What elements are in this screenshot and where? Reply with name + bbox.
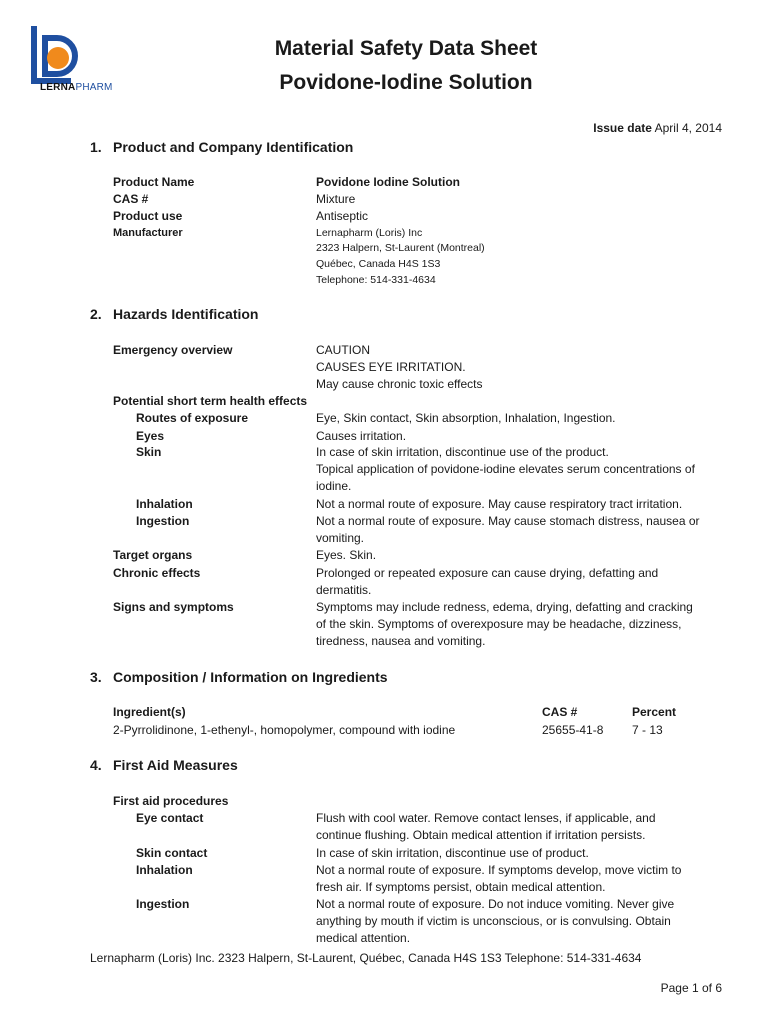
skin-line: iodine. <box>316 479 352 493</box>
signs-line: tiredness, nausea and vomiting. <box>316 634 486 648</box>
manufacturer-line: Lernapharm (Loris) Inc <box>316 227 423 239</box>
first-aid-ingestion-line: medical attention. <box>316 931 411 945</box>
manufacturer-label: Manufacturer <box>113 227 183 239</box>
eyes-value: Causes irritation. <box>316 429 407 443</box>
first-aid-inhalation-line: Not a normal route of exposure. If symptoms develop, move victim to <box>316 863 682 877</box>
first-aid-ingestion-line: Not a normal route of exposure. Do not induce vomiting. Never give <box>316 897 675 911</box>
chronic-line: Prolonged or repeated exposure can cause drying, defatting and <box>316 566 659 580</box>
first-aid-ingestion-line: anything by mouth if victim is unconscious, or is convulsing. Obtain <box>316 914 671 928</box>
column-header-percent: Percent <box>632 705 677 719</box>
issue-date-value: April 4, 2014 <box>654 121 722 135</box>
skin-label: Skin <box>136 445 162 459</box>
target-organs-value: Eyes. Skin. <box>316 548 377 562</box>
logo-brand-light: PHARM <box>75 82 113 93</box>
document-subtitle: Povidone-Iodine Solution <box>279 71 533 94</box>
issue-date <box>593 121 722 135</box>
section-4-heading: 4. First Aid Measures <box>90 757 238 773</box>
signs-label: Signs and symptoms <box>113 600 234 614</box>
manufacturer-line: Québec, Canada H4S 1S3 <box>316 258 441 270</box>
first-aid-ingestion-label: Ingestion <box>136 897 190 911</box>
emergency-line: May cause chronic toxic effects <box>316 377 483 391</box>
inhalation-value: Not a normal route of exposure. May cause respiratory tract irritation. <box>316 497 683 511</box>
manufacturer-line: Telephone: 514-331-4634 <box>316 274 436 286</box>
product-use-label: Product use <box>113 209 183 223</box>
ingestion-label: Ingestion <box>136 514 190 528</box>
product-name-label: Product Name <box>113 175 195 189</box>
column-header-cas: CAS # <box>542 705 578 719</box>
ingredient-percent: 7 - 13 <box>632 723 663 737</box>
signs-line: Symptoms may include redness, edema, drying, defatting and cracking <box>316 600 693 614</box>
skin-contact-label: Skin contact <box>136 846 208 860</box>
ingestion-line: Not a normal route of exposure. May cause stomach distress, nausea or <box>316 514 700 528</box>
section-3-heading: 3. Composition / Information on Ingredients <box>90 669 388 685</box>
ingestion-line: vomiting. <box>316 531 365 545</box>
eye-contact-label: Eye contact <box>136 811 204 825</box>
skin-line: In case of skin irritation, discontinue use of the product. <box>316 445 609 459</box>
eye-contact-line: Flush with cool water. Remove contact lenses, if applicable, and <box>316 811 656 825</box>
issue-date-label: Issue date <box>593 121 652 135</box>
eyes-label: Eyes <box>136 429 165 443</box>
skin-line: Topical application of povidone-iodine elevates serum concentrations of <box>316 462 695 476</box>
cas-value: Mixture <box>316 192 356 206</box>
potential-effects-label: Potential short term health effects <box>113 394 308 408</box>
signs-line: of the skin. Symptoms of overexposure may be headache, dizziness, <box>316 617 682 631</box>
first-aid-inhalation-line: fresh air. If symptoms persist, obtain medical attention. <box>316 880 606 894</box>
column-header-ingredient: Ingredient(s) <box>113 705 186 719</box>
product-name-value: Povidone Iodine Solution <box>316 175 460 189</box>
eye-contact-line: continue flushing. Obtain medical attention if irritation persists. <box>316 828 646 842</box>
target-organs-label: Target organs <box>113 548 193 562</box>
product-use-value: Antiseptic <box>316 209 369 223</box>
document-title: Material Safety Data Sheet <box>274 37 538 60</box>
emergency-line: CAUTION <box>316 343 370 357</box>
routes-value: Eye, Skin contact, Skin absorption, Inhalation, Ingestion. <box>316 411 616 425</box>
ingredient-name: 2-Pyrrolidinone, 1-ethenyl-, homopolymer, compound with iodine <box>113 723 456 737</box>
emergency-overview-label: Emergency overview <box>113 343 233 357</box>
chronic-effects-label: Chronic effects <box>113 566 201 580</box>
page-footer: Lernapharm (Loris) Inc. 2323 Halpern, St-Laurent, Québec, Canada H4S 1S3 Telephone: 514-331-4634 <box>90 951 642 965</box>
page-number: Page 1 of 6 <box>660 981 722 995</box>
routes-label: Routes of exposure <box>136 411 249 425</box>
inhalation-label: Inhalation <box>136 497 193 511</box>
chronic-line: dermatitis. <box>316 583 372 597</box>
manufacturer-line: 2323 Halpern, St-Laurent (Montreal) <box>316 242 485 254</box>
first-aid-inhalation-label: Inhalation <box>136 863 193 877</box>
skin-contact-value: In case of skin irritation, discontinue use of product. <box>316 846 589 860</box>
cas-label: CAS # <box>113 192 149 206</box>
first-aid-procedures-label: First aid procedures <box>113 794 229 808</box>
logo-brand-bold: LERNA <box>40 82 76 93</box>
section-2-heading: 2. Hazards Identification <box>90 306 259 322</box>
emergency-line: CAUSES EYE IRRITATION. <box>316 360 466 374</box>
section-1-heading: 1. Product and Company Identification <box>90 139 354 155</box>
ingredient-cas: 25655-41-8 <box>542 723 604 737</box>
